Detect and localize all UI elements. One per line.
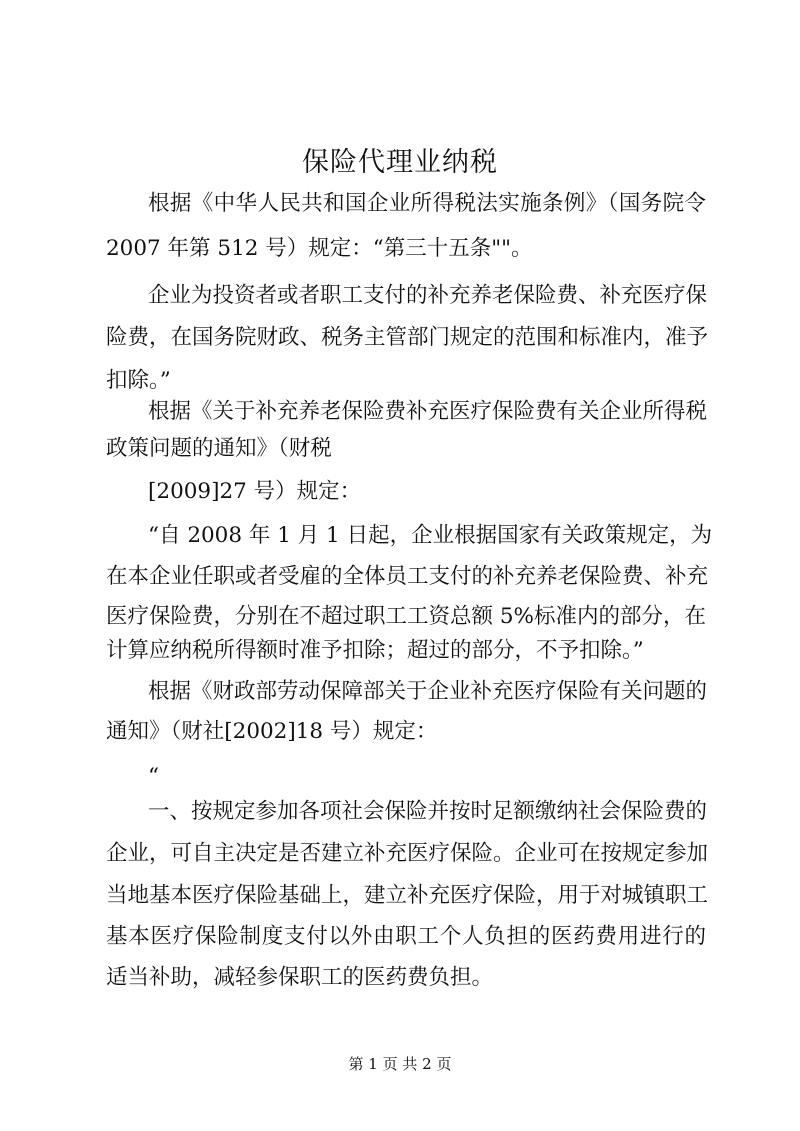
paragraph-line: 基本医疗保险制度支付以外由职工个人负担的医药费用进行的 <box>106 924 706 949</box>
paragraph-line: 通知》（财社[2002]18 号）规定： <box>106 719 438 744</box>
paragraph-line: 政策问题的通知》（财税 <box>106 436 332 461</box>
paragraph-line: 在本企业任职或者受雇的全体员工支付的补充养老保险费、补充 <box>106 564 709 589</box>
paragraph-line: 企业为投资者或者职工支付的补充养老保险费、补充医疗保 <box>148 283 708 308</box>
paragraph-line: 适当补助，减轻参保职工的医药费负担。 <box>106 965 494 990</box>
paragraph-line: 企业，可自主决定是否建立补充医疗保险。企业可在按规定参加 <box>106 841 709 866</box>
paragraph-line: 医疗保险费，分别在不超过职工工资总额 5%标准内的部分，在 <box>106 604 706 629</box>
paragraph-line: [2009]27 号）规定： <box>148 479 362 504</box>
document-title: 保险代理业纳税 <box>302 147 498 178</box>
paragraph-line: 计算应纳税所得额时准予扣除；超过的部分，不予扣除。” <box>106 638 644 663</box>
paragraph-line: 2007 年第 512 号）规定：“第三十五条""。 <box>106 236 533 261</box>
paragraph-line: 根据《中华人民共和国企业所得税法实施条例》（国务院令 <box>148 191 706 216</box>
paragraph-line: 一、按规定参加各项社会保险并按时足额缴纳社会保险费的 <box>148 799 708 824</box>
page-footer: 第 1 页 共 2 页 <box>348 1055 452 1073</box>
paragraph-line: 根据《关于补充养老保险费补充医疗保险费有关企业所得税 <box>148 399 708 424</box>
paragraph-line: “ <box>148 764 159 789</box>
paragraph-line: 当地基本医疗保险基础上，建立补充医疗保险，用于对城镇职工 <box>106 883 709 908</box>
paragraph-line: 扣除。” <box>106 368 171 393</box>
paragraph-line: 险费，在国务院财政、税务主管部门规定的范围和标准内，准予 <box>106 325 709 350</box>
paragraph-line: 根据《财政部劳动保障部关于企业补充医疗保险有关问题的 <box>148 679 708 704</box>
paragraph-line: “自 2008 年 1 月 1 日起，企业根据国家有关政策规定，为 <box>148 523 713 548</box>
